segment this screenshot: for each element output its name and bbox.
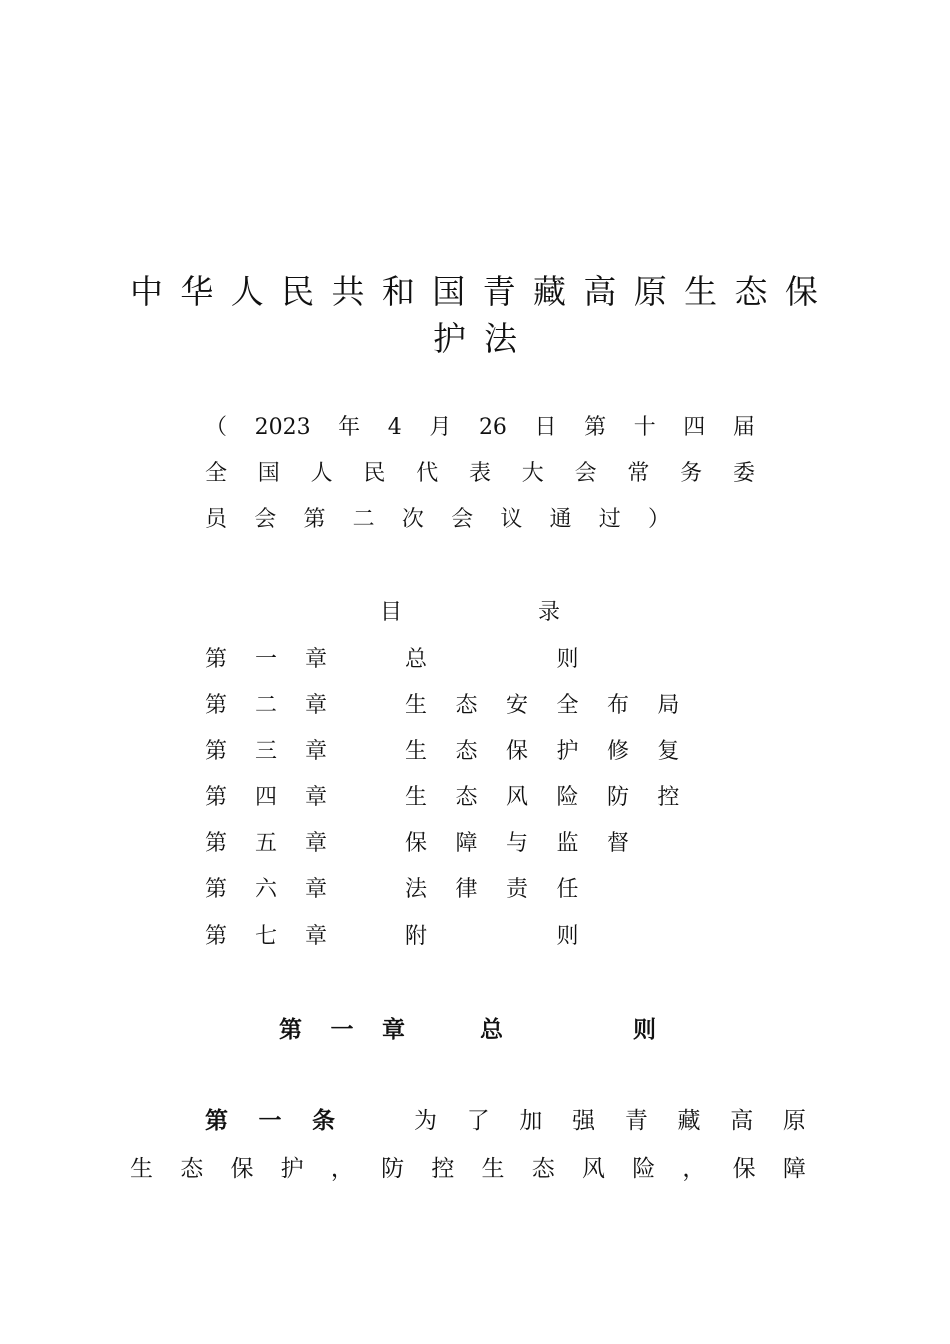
note-char: 2023 (254, 415, 311, 440)
article-char: 防 (381, 1156, 405, 1182)
toc-char: 总 (405, 647, 428, 672)
toc-char: 障 (455, 831, 478, 856)
toc-char: 防 (606, 785, 629, 810)
article-char: 生 (481, 1156, 505, 1182)
chapter-title (480, 1011, 656, 1044)
toc-char: 章 (304, 739, 327, 764)
title-char: 青 (482, 272, 516, 311)
article-char: 风 (581, 1156, 605, 1182)
toc-char: 第 (205, 739, 228, 764)
toc-item-title (405, 688, 680, 719)
title-char: 高 (583, 272, 617, 311)
article-text-line2 (130, 1150, 806, 1183)
chapter-char: 总 (480, 1017, 503, 1043)
toc-char: 三 (254, 739, 277, 764)
toc-heading-char: 目 (380, 600, 403, 625)
toc-item-title (405, 734, 680, 765)
article-text-line1 (414, 1102, 806, 1135)
article-label-char: 条 (312, 1108, 335, 1134)
toc-char: 法 (405, 877, 428, 902)
chapter-char: 第 (279, 1017, 302, 1043)
note-char: 通 (549, 507, 572, 532)
title-char: 国 (432, 272, 466, 311)
toc-heading (380, 595, 560, 626)
article-char: 青 (624, 1108, 648, 1134)
toc-char: 局 (657, 693, 680, 718)
note-char: 全 (205, 461, 228, 486)
article-char: ， (330, 1156, 354, 1182)
article-char: ， (682, 1156, 706, 1182)
note-char: 表 (468, 461, 491, 486)
note-char: 委 (732, 461, 755, 486)
toc-char: 附 (405, 924, 428, 949)
note-char: 民 (363, 461, 386, 486)
note-char: 过 (598, 507, 621, 532)
toc-char: 修 (606, 739, 629, 764)
title-char: 法 (484, 319, 517, 358)
toc-char: 六 (254, 877, 277, 902)
toc-char: 生 (405, 693, 428, 718)
article-char: 态 (180, 1156, 204, 1182)
toc-char: 第 (205, 693, 228, 718)
article-char: 生 (130, 1156, 153, 1182)
adoption-note-line2 (205, 456, 755, 487)
toc-char: 第 (205, 877, 228, 902)
toc-char: 态 (455, 693, 478, 718)
article-char: 为 (414, 1108, 437, 1134)
toc-char: 护 (556, 739, 579, 764)
toc-item-number (205, 826, 327, 857)
toc-char: 则 (556, 647, 579, 672)
toc-heading-char: 录 (537, 600, 560, 625)
title-char: 保 (784, 272, 818, 311)
title-char: 民 (281, 272, 315, 311)
toc-char: 一 (254, 647, 277, 672)
note-char: 二 (352, 507, 375, 532)
note-char: 26 (478, 415, 507, 440)
toc-char: 章 (304, 877, 327, 902)
toc-item-title (405, 826, 629, 857)
toc-char: 二 (254, 693, 277, 718)
title-char: 护 (433, 319, 466, 358)
article-char: 保 (732, 1156, 756, 1182)
toc-item-title (405, 642, 579, 673)
note-char: 常 (627, 461, 650, 486)
toc-item-number (205, 688, 327, 719)
toc-char: 章 (304, 831, 327, 856)
note-char: ） (647, 507, 670, 532)
toc-char: 保 (505, 739, 528, 764)
chapter-char: 一 (330, 1017, 354, 1043)
title-char: 藏 (533, 272, 566, 311)
toc-char: 布 (606, 693, 629, 718)
article-char: 保 (230, 1156, 254, 1182)
note-char: 会 (574, 461, 597, 486)
toc-char: 安 (505, 693, 528, 718)
toc-char: 复 (657, 739, 680, 764)
toc-char: 险 (556, 785, 579, 810)
article-char: 态 (531, 1156, 555, 1182)
document-title-line1 (130, 266, 818, 313)
title-char: 和 (381, 272, 415, 311)
article-label (205, 1102, 335, 1135)
article-label-char: 一 (258, 1108, 282, 1134)
article-char: 高 (730, 1108, 754, 1134)
adoption-note-line3 (205, 502, 670, 533)
toc-char: 保 (405, 831, 428, 856)
adoption-note-line1 (205, 410, 755, 441)
toc-item-title (405, 780, 680, 811)
toc-char: 督 (606, 831, 629, 856)
article-char: 加 (519, 1108, 543, 1134)
document-title-line2 (0, 313, 950, 360)
toc-char: 章 (304, 785, 327, 810)
toc-char: 态 (455, 739, 478, 764)
note-char: 十 (633, 415, 656, 440)
note-char: 年 (338, 415, 361, 440)
title-char: 共 (331, 272, 365, 311)
note-char: 员 (205, 507, 228, 532)
title-char: 生 (684, 272, 718, 311)
chapter-char: 章 (382, 1017, 405, 1043)
toc-char: 章 (304, 924, 327, 949)
article-char: 原 (782, 1108, 806, 1134)
note-char: 会 (451, 507, 474, 532)
article-char: 强 (572, 1108, 596, 1134)
toc-char: 第 (205, 924, 228, 949)
note-char: 月 (429, 415, 452, 440)
article-char: 障 (782, 1156, 806, 1182)
article-char: 藏 (677, 1108, 701, 1134)
note-char: 议 (500, 507, 523, 532)
toc-char: 则 (556, 924, 579, 949)
toc-char: 五 (254, 831, 277, 856)
toc-char: 与 (505, 831, 528, 856)
toc-item-number (205, 919, 327, 950)
article-char: 了 (466, 1108, 490, 1134)
note-char: 第 (584, 415, 607, 440)
toc-char: 第 (205, 647, 228, 672)
toc-char: 监 (556, 831, 579, 856)
toc-char: 生 (405, 785, 428, 810)
article-char: 护 (280, 1156, 304, 1182)
title-char: 中 (130, 272, 163, 311)
note-char: （ (205, 415, 228, 440)
toc-char: 章 (304, 647, 327, 672)
toc-char: 第 (205, 785, 228, 810)
note-char: 会 (254, 507, 277, 532)
note-char: 4 (387, 415, 402, 440)
note-char: 次 (401, 507, 424, 532)
note-char: 人 (310, 461, 333, 486)
note-char: 第 (303, 507, 326, 532)
toc-item-number (205, 780, 327, 811)
title-char: 原 (633, 272, 667, 311)
toc-char: 风 (505, 785, 528, 810)
toc-char: 责 (505, 877, 528, 902)
note-char: 务 (680, 461, 703, 486)
toc-char: 律 (455, 877, 478, 902)
chapter-number (279, 1011, 405, 1044)
toc-item-title (405, 919, 579, 950)
toc-char: 生 (405, 739, 428, 764)
article-label-char: 第 (205, 1108, 228, 1134)
toc-char: 第 (205, 831, 228, 856)
toc-char: 四 (254, 785, 277, 810)
toc-char: 章 (304, 693, 327, 718)
toc-char: 态 (455, 785, 478, 810)
note-char: 代 (416, 461, 439, 486)
chapter-char: 则 (633, 1017, 656, 1043)
toc-item-number (205, 642, 327, 673)
note-char: 大 (521, 461, 544, 486)
article-char: 险 (632, 1156, 656, 1182)
title-char: 华 (180, 272, 214, 311)
title-char: 人 (230, 272, 264, 311)
toc-char: 七 (254, 924, 277, 949)
note-char: 日 (534, 415, 557, 440)
note-char: 国 (257, 461, 280, 486)
toc-char: 任 (556, 877, 579, 902)
toc-item-number (205, 872, 327, 903)
toc-item-title (405, 872, 579, 903)
toc-char: 全 (556, 693, 579, 718)
note-char: 届 (732, 415, 755, 440)
toc-item-number (205, 734, 327, 765)
article-char: 控 (431, 1156, 455, 1182)
note-char: 四 (683, 415, 706, 440)
title-char: 态 (734, 272, 768, 311)
toc-char: 控 (657, 785, 680, 810)
